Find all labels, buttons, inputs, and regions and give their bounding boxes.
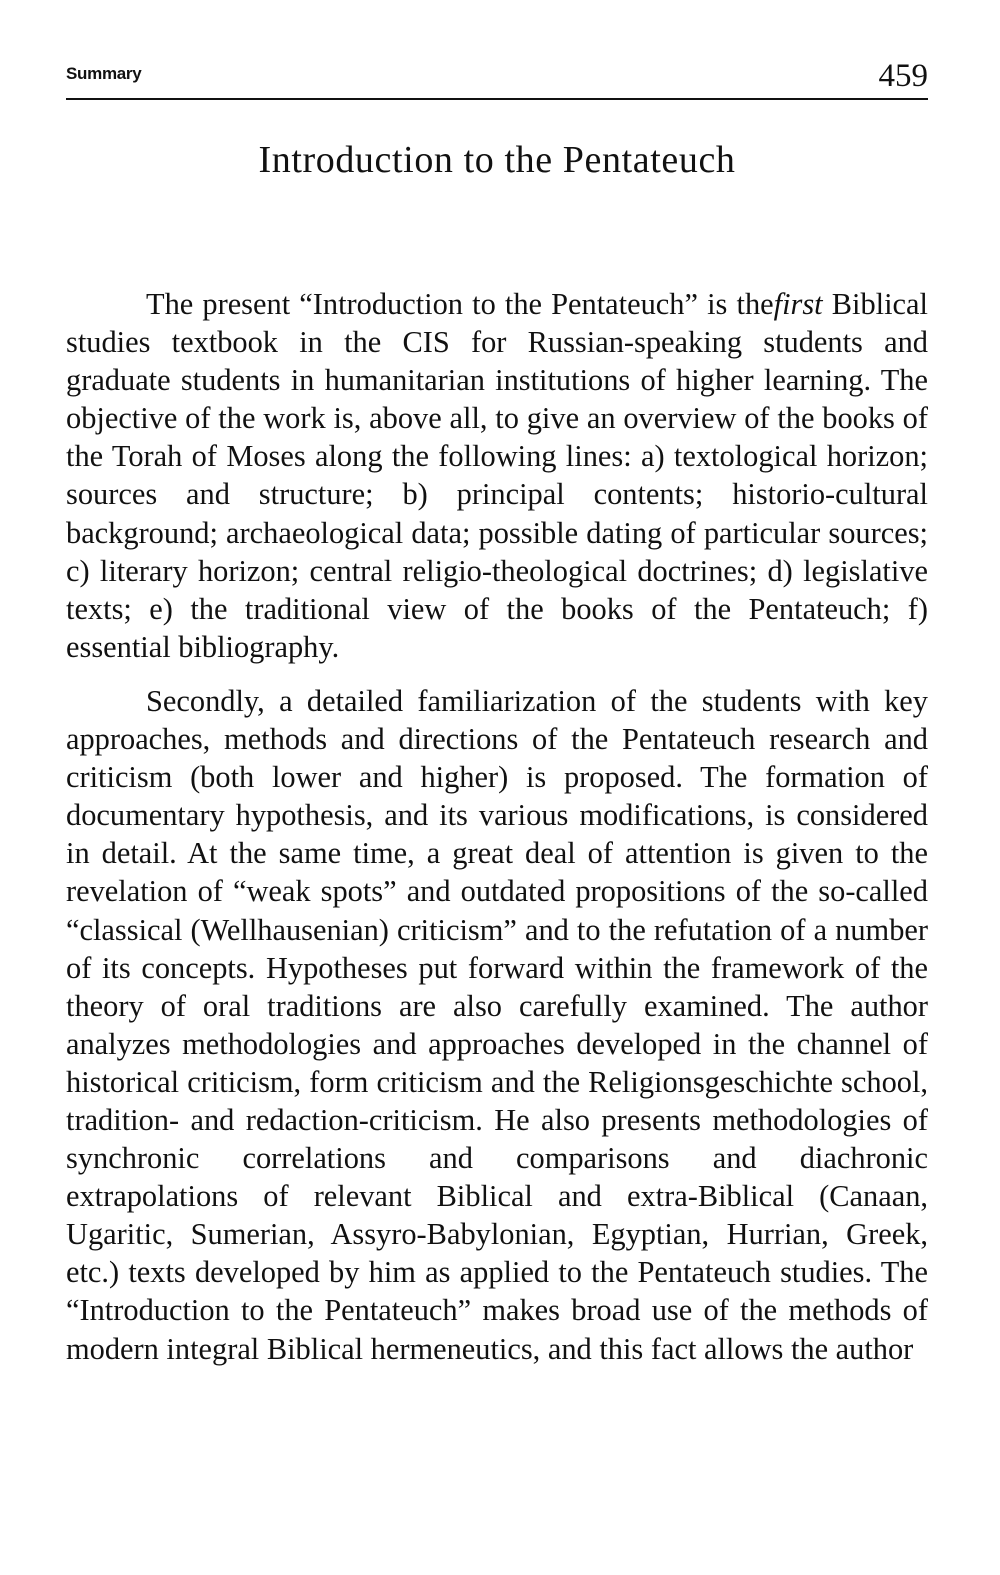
paragraph-1-emphasis: first	[773, 287, 823, 321]
paragraph-2: Secondly, a detailed familiarization of the students with key approaches, methods and directions of the Pentateuch research and criticism (both lower and higher) is proposed. The formation of documentary hypothesis, and its various modifications, is considered in detail. At the same time, a great deal of attention is given to the revelation of “weak spots” and outdated propositions of the so-called “classical (Wellhausenian) criticism” and to the refutation of a number of its concepts. Hypotheses put forward within the framework of the theory of oral traditions are also carefully examined. The author analyzes methodologies and approaches developed in the channel of historical criticism, form criticism and the Religionsgeschichte school, tradition- and redaction-criticism. He also presents methodologies of synchronic correlations and comparisons and diachronic extrapolations of relevant Biblical and extra-Biblical (Canaan, Ugaritic, Sumerian, Assyro-Babylonian, Egyptian, Hurrian, Greek, etc.) texts developed by him as applied to the Pentateuch studies. The “Introduction to the Pentateuch” makes broad use of the methods of modern integral Biblical hermeneutics, and this fact allows the author	[66, 683, 928, 1366]
running-header-section: Summary	[66, 64, 142, 83]
book-page	[66, 0, 928, 1575]
paragraph-1-lead: The present “Introduction to the Pentateuch” is the	[146, 287, 774, 321]
chapter-title: Introduction to the Pentateuch	[258, 139, 736, 181]
paragraph-1	[66, 285, 928, 666]
paragraph-1-rest: Biblical studies textbook in the CIS for Russian-speaking students and graduate students in humanitarian institutions of higher learning. The objective of the work is, above all, to give an overview of the books of the Torah of Moses along the following lines: a) textological horizon; sources and structure; b) principal contents; historio-cultural background; archaeological data; possible dating of particular sources; c) literary horizon; central religio-theological doctrines; d) legislative texts; e) the traditional view of the books of the Pentateuch; f) essential bibliography.	[66, 287, 928, 664]
body-text	[66, 285, 928, 1368]
header-rule	[66, 98, 928, 100]
page-number: 459	[878, 58, 928, 94]
running-header	[66, 56, 928, 100]
